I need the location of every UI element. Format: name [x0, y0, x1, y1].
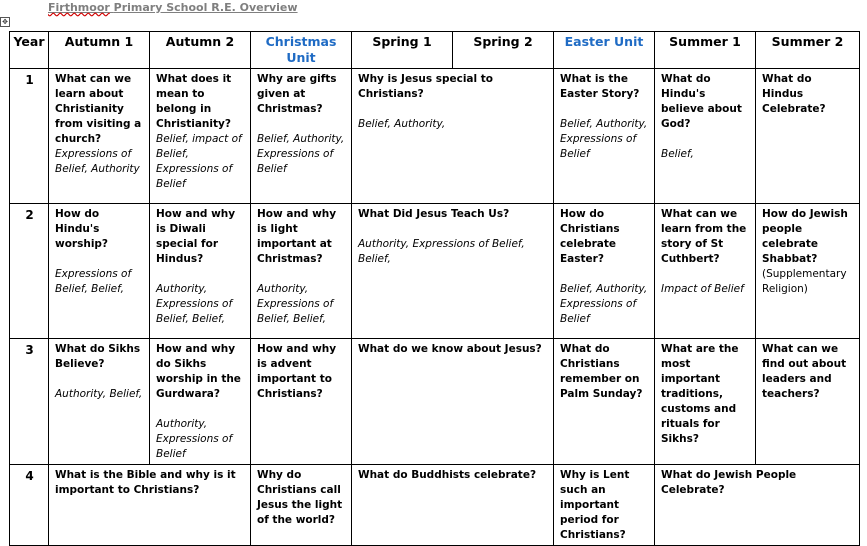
cell-summer-2	[756, 69, 860, 204]
unit-question: What do Sikhs Believe?	[55, 343, 141, 370]
unit-question: Why is Jesus special to Christians?	[358, 73, 494, 100]
cell-christmas	[251, 465, 352, 546]
cell-spring	[352, 465, 554, 546]
cell-christmas	[251, 69, 352, 204]
table-row	[10, 465, 860, 546]
unit-concepts: Belief, Authority, Expressions of Belief	[560, 118, 648, 160]
header-spring-1: Spring 1	[352, 32, 453, 69]
unit-concepts: Belief, Authority,	[358, 118, 446, 130]
cell-spring	[352, 339, 554, 465]
unit-concepts: Authority, Expressions of Belief	[156, 418, 233, 460]
unit-question: How and why is advent important to Christians?	[257, 343, 337, 400]
unit-question: What can we learn from the story of St Cuthbert?	[661, 208, 747, 265]
unit-question: Why is Lent such an important period for Christians?	[560, 469, 630, 541]
cell-easter	[554, 465, 655, 546]
unit-question: What does it mean to belong in Christianity?	[156, 73, 232, 130]
unit-concepts: Authority, Expressions of Belief, Belief,	[156, 283, 233, 325]
table-row	[10, 69, 860, 204]
header-easter-unit: Easter Unit	[554, 32, 655, 69]
header-summer-1: Summer 1	[655, 32, 756, 69]
unit-concepts: Impact of Belief	[661, 283, 744, 295]
table-move-handle-icon[interactable]: ✥	[0, 17, 10, 27]
header-christmas-unit: Christmas Unit	[251, 32, 352, 69]
cell-easter	[554, 69, 655, 204]
cell-spring	[352, 69, 554, 204]
unit-concepts: Expressions of Belief, Belief,	[55, 268, 132, 295]
header-summer-2: Summer 2	[756, 32, 860, 69]
cell-summer-1	[655, 69, 756, 204]
unit-question: What do we know about Jesus?	[358, 343, 542, 355]
cell-easter	[554, 339, 655, 465]
cell-easter	[554, 204, 655, 339]
document-title	[48, 1, 298, 14]
header-row	[10, 32, 860, 69]
unit-question: What do Buddhists celebrate?	[358, 469, 537, 481]
cell-autumn-2	[150, 339, 251, 465]
unit-question: How do Christians celebrate Easter?	[560, 208, 620, 265]
unit-question: What are the most important traditions, customs and rituals for Sikhs?	[661, 343, 739, 445]
unit-question: What do Hindu's believe about God?	[661, 73, 742, 130]
unit-question: How do Jewish people celebrate Shabbat?	[762, 208, 848, 265]
unit-concepts: Expressions of Belief, Authority	[55, 148, 140, 175]
unit-question: How do Hindu's worship?	[55, 208, 109, 250]
cell-summer-1	[655, 339, 756, 465]
table-row	[10, 204, 860, 339]
cell-autumn-2	[150, 204, 251, 339]
year-cell: 4	[10, 465, 49, 546]
cell-summer-2	[756, 339, 860, 465]
unit-note: (Supplementary Religion)	[762, 268, 847, 295]
year-cell: 2	[10, 204, 49, 339]
header-autumn-1: Autumn 1	[49, 32, 150, 69]
cell-summer-2	[756, 204, 860, 339]
unit-concepts: Belief, impact of Belief, Expressions of Belief	[156, 133, 242, 190]
cell-christmas	[251, 339, 352, 465]
unit-question: What is the Easter Story?	[560, 73, 640, 100]
table-row	[10, 339, 860, 465]
unit-question: What Did Jesus Teach Us?	[358, 208, 510, 220]
cell-spring	[352, 204, 554, 339]
unit-concepts: Belief, Authority, Expressions of Belief	[560, 283, 648, 325]
unit-question: What do Hindus Celebrate?	[762, 73, 826, 115]
re-overview-table	[9, 31, 860, 546]
header-spring-2: Spring 2	[453, 32, 554, 69]
cell-summer	[655, 465, 860, 546]
header-year: Year	[10, 32, 49, 69]
cell-christmas	[251, 204, 352, 339]
unit-question: What do Christians remember on Palm Sunday?	[560, 343, 643, 400]
unit-question: What is the Bible and why is it important to Christians?	[55, 469, 236, 496]
unit-question: What can we find out about leaders and teachers?	[762, 343, 847, 400]
unit-question: How and why do Sikhs worship in the Gurdwara?	[156, 343, 241, 400]
cell-autumn-1	[49, 339, 150, 465]
cell-autumn-1	[49, 69, 150, 204]
cell-autumn-2	[150, 69, 251, 204]
header-autumn-2: Autumn 2	[150, 32, 251, 69]
unit-concepts: Belief,	[661, 148, 694, 160]
unit-question: What can we learn about Christianity from visiting a church?	[55, 73, 142, 145]
unit-concepts: Authority, Expressions of Belief, Belief,	[358, 238, 525, 265]
year-cell: 1	[10, 69, 49, 204]
unit-concepts: Authority, Expressions of Belief, Belief,	[257, 283, 334, 325]
unit-question: How and why is Diwali special for Hindus?	[156, 208, 236, 265]
unit-question: Why do Christians call Jesus the light of the world?	[257, 469, 343, 526]
unit-concepts: Belief, Authority, Expressions of Belief	[257, 133, 345, 175]
cell-summer-1	[655, 204, 756, 339]
cell-autumn	[49, 465, 251, 546]
unit-question: What do Jewish People Celebrate?	[661, 469, 797, 496]
unit-concepts: Authority, Belief,	[55, 388, 143, 400]
title-rest: Primary School R.E. Overview	[113, 1, 298, 14]
unit-question: How and why is light important at Christmas?	[257, 208, 337, 265]
unit-question: Why are gifts given at Christmas?	[257, 73, 337, 115]
year-cell: 3	[10, 339, 49, 465]
cell-autumn-1	[49, 204, 150, 339]
title-school-name: Firthmoor	[48, 1, 110, 14]
